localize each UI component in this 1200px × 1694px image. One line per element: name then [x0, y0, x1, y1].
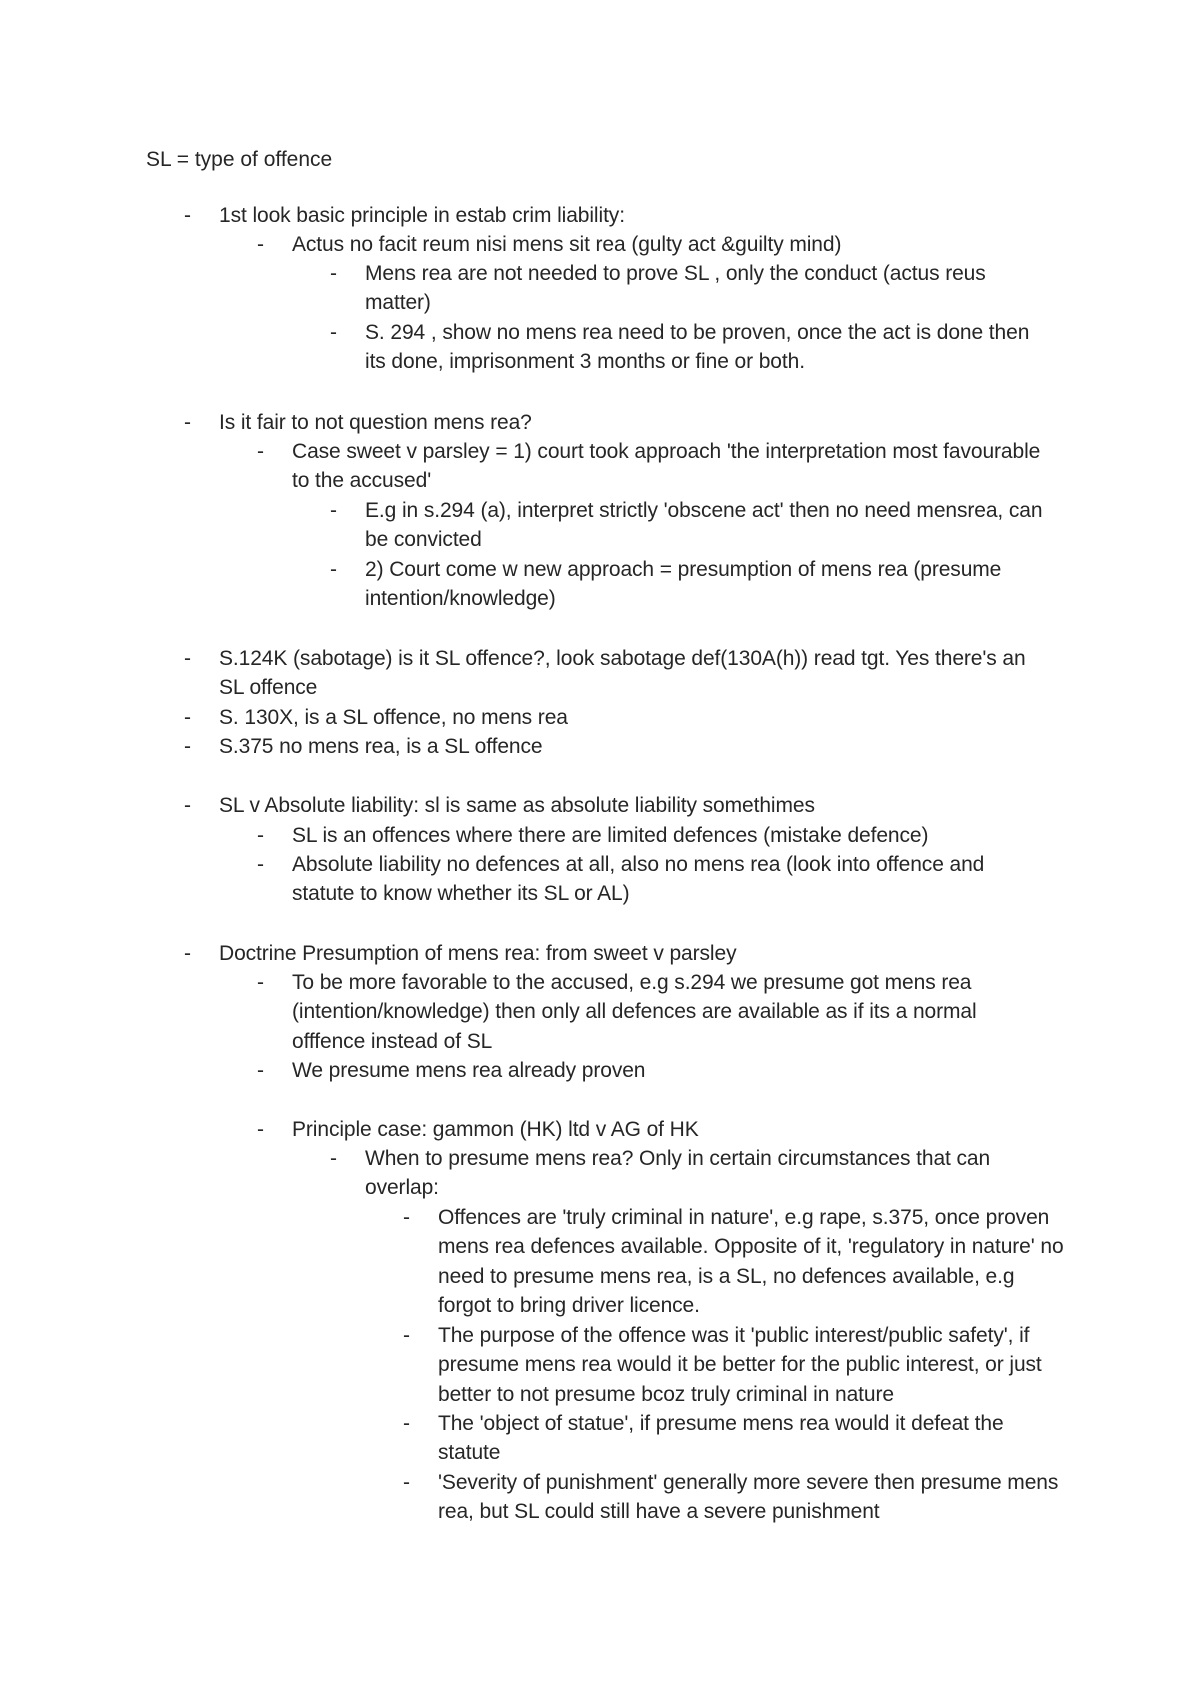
list-item-text: Absolute liability no defences at all, also no mens rea (look into offence and statute to know whether its SL or AL)	[292, 853, 985, 906]
list-item-text: SL v Absolute liability: sl is same as absolute liability somethimes	[219, 794, 815, 817]
bullet-dash: -	[330, 321, 337, 344]
list-item-text: Mens rea are not needed to prove SL , only the conduct (actus reus matter)	[365, 262, 986, 315]
list-item	[184, 408, 1039, 437]
list-item-text: 1st look basic principle in estab crim liability:	[219, 204, 625, 227]
list-item-text: Offences are 'truly criminal in nature', e.g rape, s.375, once proven mens rea defences available. Opposite of it, 'regulatory in nature' no need to presume mens rea, is a SL, no defences available, e.g forgot to bring driver licence.	[438, 1206, 1064, 1318]
bullet-dash: -	[184, 794, 191, 817]
list-item	[184, 201, 1039, 230]
bullet-dash: -	[184, 647, 191, 670]
list-item	[330, 1144, 1055, 1203]
list-item	[257, 968, 1052, 1056]
bullet-dash: -	[184, 735, 191, 758]
list-item	[330, 496, 1055, 555]
list-item-text: Case sweet v parsley = 1) court took approach 'the interpretation most favourable to the accused'	[292, 440, 1041, 493]
bullet-dash: -	[184, 942, 191, 965]
bullet-dash: -	[184, 411, 191, 434]
list-item-text: S. 294 , show no mens rea need to be proven, once the act is done then its done, imprisonment 3 months or fine or both.	[365, 321, 1030, 374]
list-item	[403, 1468, 1068, 1527]
list-item	[184, 644, 1039, 703]
bullet-dash: -	[403, 1471, 410, 1494]
list-item-text: Doctrine Presumption of mens rea: from sweet v parsley	[219, 942, 737, 965]
list-item-text: S. 130X, is a SL offence, no mens rea	[219, 706, 568, 729]
list-item	[184, 703, 1039, 732]
list-item	[403, 1409, 1068, 1468]
list-item	[257, 1056, 1052, 1085]
bullet-dash: -	[330, 499, 337, 522]
bullet-dash: -	[330, 1147, 337, 1170]
list-item-text: Principle case: gammon (HK) ltd v AG of HK	[292, 1118, 699, 1141]
bullet-dash: -	[403, 1412, 410, 1435]
list-item-text: We presume mens rea already proven	[292, 1059, 646, 1082]
list-item	[403, 1321, 1068, 1409]
list-item	[257, 230, 1052, 259]
bullet-dash: -	[330, 558, 337, 581]
bullet-dash: -	[330, 262, 337, 285]
list-item-text: The 'object of statue', if presume mens rea would it defeat the statute	[438, 1412, 1004, 1465]
list-item-text: E.g in s.294 (a), interpret strictly 'obscene act' then no need mensrea, can be convicted	[365, 499, 1043, 552]
list-item	[330, 318, 1055, 377]
list-item-text: 2) Court come w new approach = presumption of mens rea (presume intention/knowledge)	[365, 558, 1002, 611]
bullet-dash: -	[257, 233, 264, 256]
list-item	[184, 791, 1039, 820]
list-item	[330, 259, 1055, 318]
bullet-dash: -	[403, 1324, 410, 1347]
document-heading: SL = type of offence	[146, 148, 333, 171]
list-item	[330, 555, 1055, 614]
bullet-dash: -	[184, 204, 191, 227]
list-item-text: When to presume mens rea? Only in certain circumstances that can overlap:	[365, 1147, 991, 1200]
bullet-dash: -	[257, 440, 264, 463]
list-item-text: SL is an offences where there are limited defences (mistake defence)	[292, 824, 929, 847]
list-item-text: S.375 no mens rea, is a SL offence	[219, 735, 543, 758]
list-item	[184, 732, 1039, 761]
list-item-text: Is it fair to not question mens rea?	[219, 411, 532, 434]
list-item	[257, 821, 1052, 850]
list-item	[257, 437, 1052, 496]
bullet-dash: -	[257, 1059, 264, 1082]
list-item	[257, 1115, 1052, 1144]
bullet-dash: -	[257, 824, 264, 847]
list-item-text: 'Severity of punishment' generally more severe then presume mens rea, but SL could still have a severe punishment	[438, 1471, 1059, 1524]
bullet-dash: -	[257, 853, 264, 876]
list-item-text: To be more favorable to the accused, e.g s.294 we presume got mens rea (intention/knowledge) then only all defences are available as if its a normal offfence instead of SL	[292, 971, 977, 1053]
list-item	[257, 850, 1052, 909]
bullet-dash: -	[257, 1118, 264, 1141]
bullet-dash: -	[257, 971, 264, 994]
bullet-dash: -	[184, 706, 191, 729]
list-item-text: Actus no facit reum nisi mens sit rea (gulty act &guilty mind)	[292, 233, 842, 256]
list-item-text: The purpose of the offence was it 'public interest/public safety', if presume mens rea would it be better for the public interest, or just better to not presume bcoz truly criminal in nature	[438, 1324, 1042, 1406]
list-item	[184, 939, 1039, 968]
bullet-dash: -	[403, 1206, 410, 1229]
list-item-text: S.124K (sabotage) is it SL offence?, look sabotage def(130A(h)) read tgt. Yes there's an SL offence	[219, 647, 1026, 700]
list-item	[403, 1203, 1068, 1321]
